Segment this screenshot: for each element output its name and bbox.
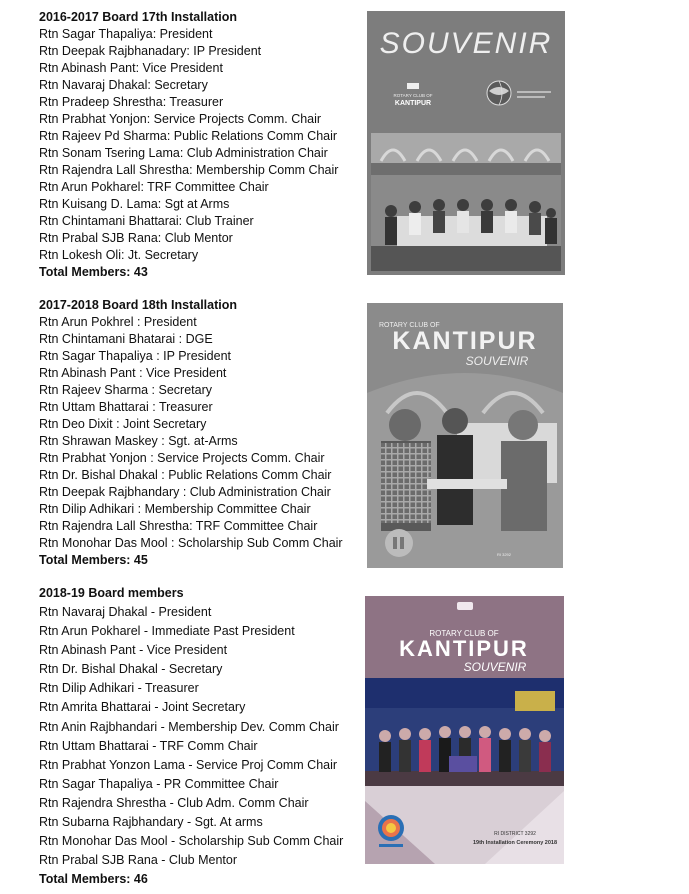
- member-item: Rtn Prabhat Yonzon Lama - Service Proj Comm Chair: [39, 757, 338, 772]
- member-item: Rtn Lokesh Oli: Jt. Secretary: [39, 248, 199, 262]
- svg-text:RI 3292: RI 3292: [497, 552, 512, 557]
- souvenir-cover-2016-2017: [367, 11, 565, 275]
- globe-icon: [487, 81, 511, 105]
- member-item: Rtn Rajeev Pd Sharma: Public Relations Comm Chair: [39, 129, 338, 143]
- member-list: [39, 603, 369, 870]
- member-item: Rtn Dr. Bishal Dhakal - Secretary: [39, 662, 223, 677]
- member-item: Rtn Arun Pokharel - Immediate Past President: [39, 624, 295, 639]
- member-item: Rtn Deepak Rajbhandary : Club Administration Chair: [39, 485, 331, 499]
- total-members: Total Members: 45: [39, 553, 148, 567]
- member-item: Rtn Shrawan Maskey : Sgt. at-Arms: [39, 434, 238, 448]
- cover-club-label: ROTARY CLUB OF: [429, 629, 499, 638]
- cover-photo: [371, 133, 561, 271]
- member-item: Rtn Sagar Thapaliya: President: [39, 27, 213, 41]
- cover-club-label: ROTARY CLUB OF: [379, 322, 440, 329]
- member-item: Rtn Dilip Adhikari - Treasurer: [39, 681, 199, 696]
- section-title: 2018-19 Board members: [39, 586, 184, 600]
- member-item: Rtn Arun Pokhrel : President: [39, 315, 197, 329]
- board-2018-19-section: [39, 584, 369, 889]
- member-item: Rtn Chintamani Bhatarai : DGE: [39, 332, 213, 346]
- cover-club-label: ROTARY CLUB OF: [393, 93, 433, 98]
- cover-photo: [367, 373, 563, 568]
- member-item: Rtn Rajeev Sharma : Secretary: [39, 383, 212, 397]
- cover-club-name: KANTIPUR: [392, 327, 538, 355]
- member-item: Rtn Dr. Bishal Dhakal : Public Relations Comm Chair: [39, 468, 332, 482]
- member-item: Rtn Monohar Das Mool - Scholarship Sub Comm Chair: [39, 834, 344, 849]
- section-title: 2017-2018 Board 18th Installation: [39, 298, 237, 312]
- member-item: Rtn Rajendra Lall Shrestha: Membership Comm Chair: [39, 163, 339, 177]
- member-item: Rtn Amrita Bhattarai - Joint Secretary: [39, 700, 246, 715]
- cover-district: RI DISTRICT 3292: [494, 831, 536, 837]
- board-2016-2017-section: [39, 9, 369, 281]
- member-item: Rtn Deo Dixit : Joint Secretary: [39, 417, 207, 431]
- cover-photo: [365, 678, 564, 786]
- cover-souvenir-title: SOUVENIR: [379, 27, 553, 60]
- member-item: Rtn Chintamani Bhattarai: Club Trainer: [39, 214, 254, 228]
- cover-souvenir-title: SOUVENIR: [465, 354, 529, 368]
- member-item: Rtn Prabhat Yonjon: Service Projects Comm. Chair: [39, 112, 322, 126]
- member-item: Rtn Sonam Tsering Lama: Club Administration Chair: [39, 146, 328, 160]
- member-item: Rtn Prabhat Yonjon : Service Projects Comm. Chair: [39, 451, 325, 465]
- member-item: Rtn Dilip Adhikari : Membership Committee Chair: [39, 502, 311, 516]
- member-item: Rtn Pradeep Shrestha: Treasurer: [39, 95, 224, 109]
- cover-ceremony: 19th Installation Ceremony 2018: [472, 840, 558, 846]
- member-item: Rtn Kuisang D. Lama: Sgt at Arms: [39, 197, 230, 211]
- member-item: Rtn Monohar Das Mool : Scholarship Sub Comm Chair: [39, 536, 343, 550]
- member-item: Rtn Abinash Pant : Vice President: [39, 366, 227, 380]
- cover-souvenir-title: SOUVENIR: [463, 660, 527, 674]
- cover-club-name: KANTIPUR: [399, 636, 529, 661]
- member-item: Rtn Arun Pokharel: TRF Committee Chair: [39, 180, 269, 194]
- member-item: Rtn Prabal SJB Rana - Club Mentor: [39, 853, 238, 868]
- member-item: Rtn Navaraj Dhakal - President: [39, 605, 212, 619]
- member-item: Rtn Sagar Thapaliya - PR Committee Chair: [39, 776, 279, 791]
- souvenir-cover-2018-19: [365, 596, 564, 864]
- member-item: Rtn Abinash Pant: Vice President: [39, 61, 223, 75]
- member-item: Rtn Sagar Thapaliya : IP President: [39, 349, 232, 363]
- board-2017-2018-section: [39, 297, 369, 569]
- member-item: Rtn Anin Rajbhandari - Membership Dev. Comm Chair: [39, 719, 339, 734]
- member-list: [39, 314, 369, 552]
- member-item: Rtn Uttam Bhattarai - TRF Comm Chair: [39, 738, 258, 753]
- member-item: Rtn Deepak Rajbhanadary: IP President: [39, 44, 262, 58]
- member-item: Rtn Rajendra Lall Shrestha: TRF Committee Chair: [39, 519, 318, 533]
- section-title: 2016-2017 Board 17th Installation: [39, 10, 237, 24]
- member-item: Rtn Subarna Rajbhandary - Sgt. At arms: [39, 815, 263, 830]
- member-item: Rtn Navaraj Dhakal: Secretary: [39, 78, 208, 92]
- total-members: Total Members: 43: [39, 265, 148, 279]
- member-item: Rtn Prabal SJB Rana: Club Mentor: [39, 231, 233, 245]
- cover-club-name: KANTIPUR: [394, 100, 432, 107]
- souvenir-cover-2017-2018: [367, 303, 563, 568]
- member-item: Rtn Rajendra Shrestha - Club Adm. Comm Chair: [39, 795, 309, 810]
- member-list: [39, 26, 369, 264]
- total-members: Total Members: 46: [39, 872, 148, 887]
- member-item: Rtn Abinash Pant - Vice President: [39, 643, 228, 658]
- member-item: Rtn Uttam Bhattarai : Treasurer: [39, 400, 213, 414]
